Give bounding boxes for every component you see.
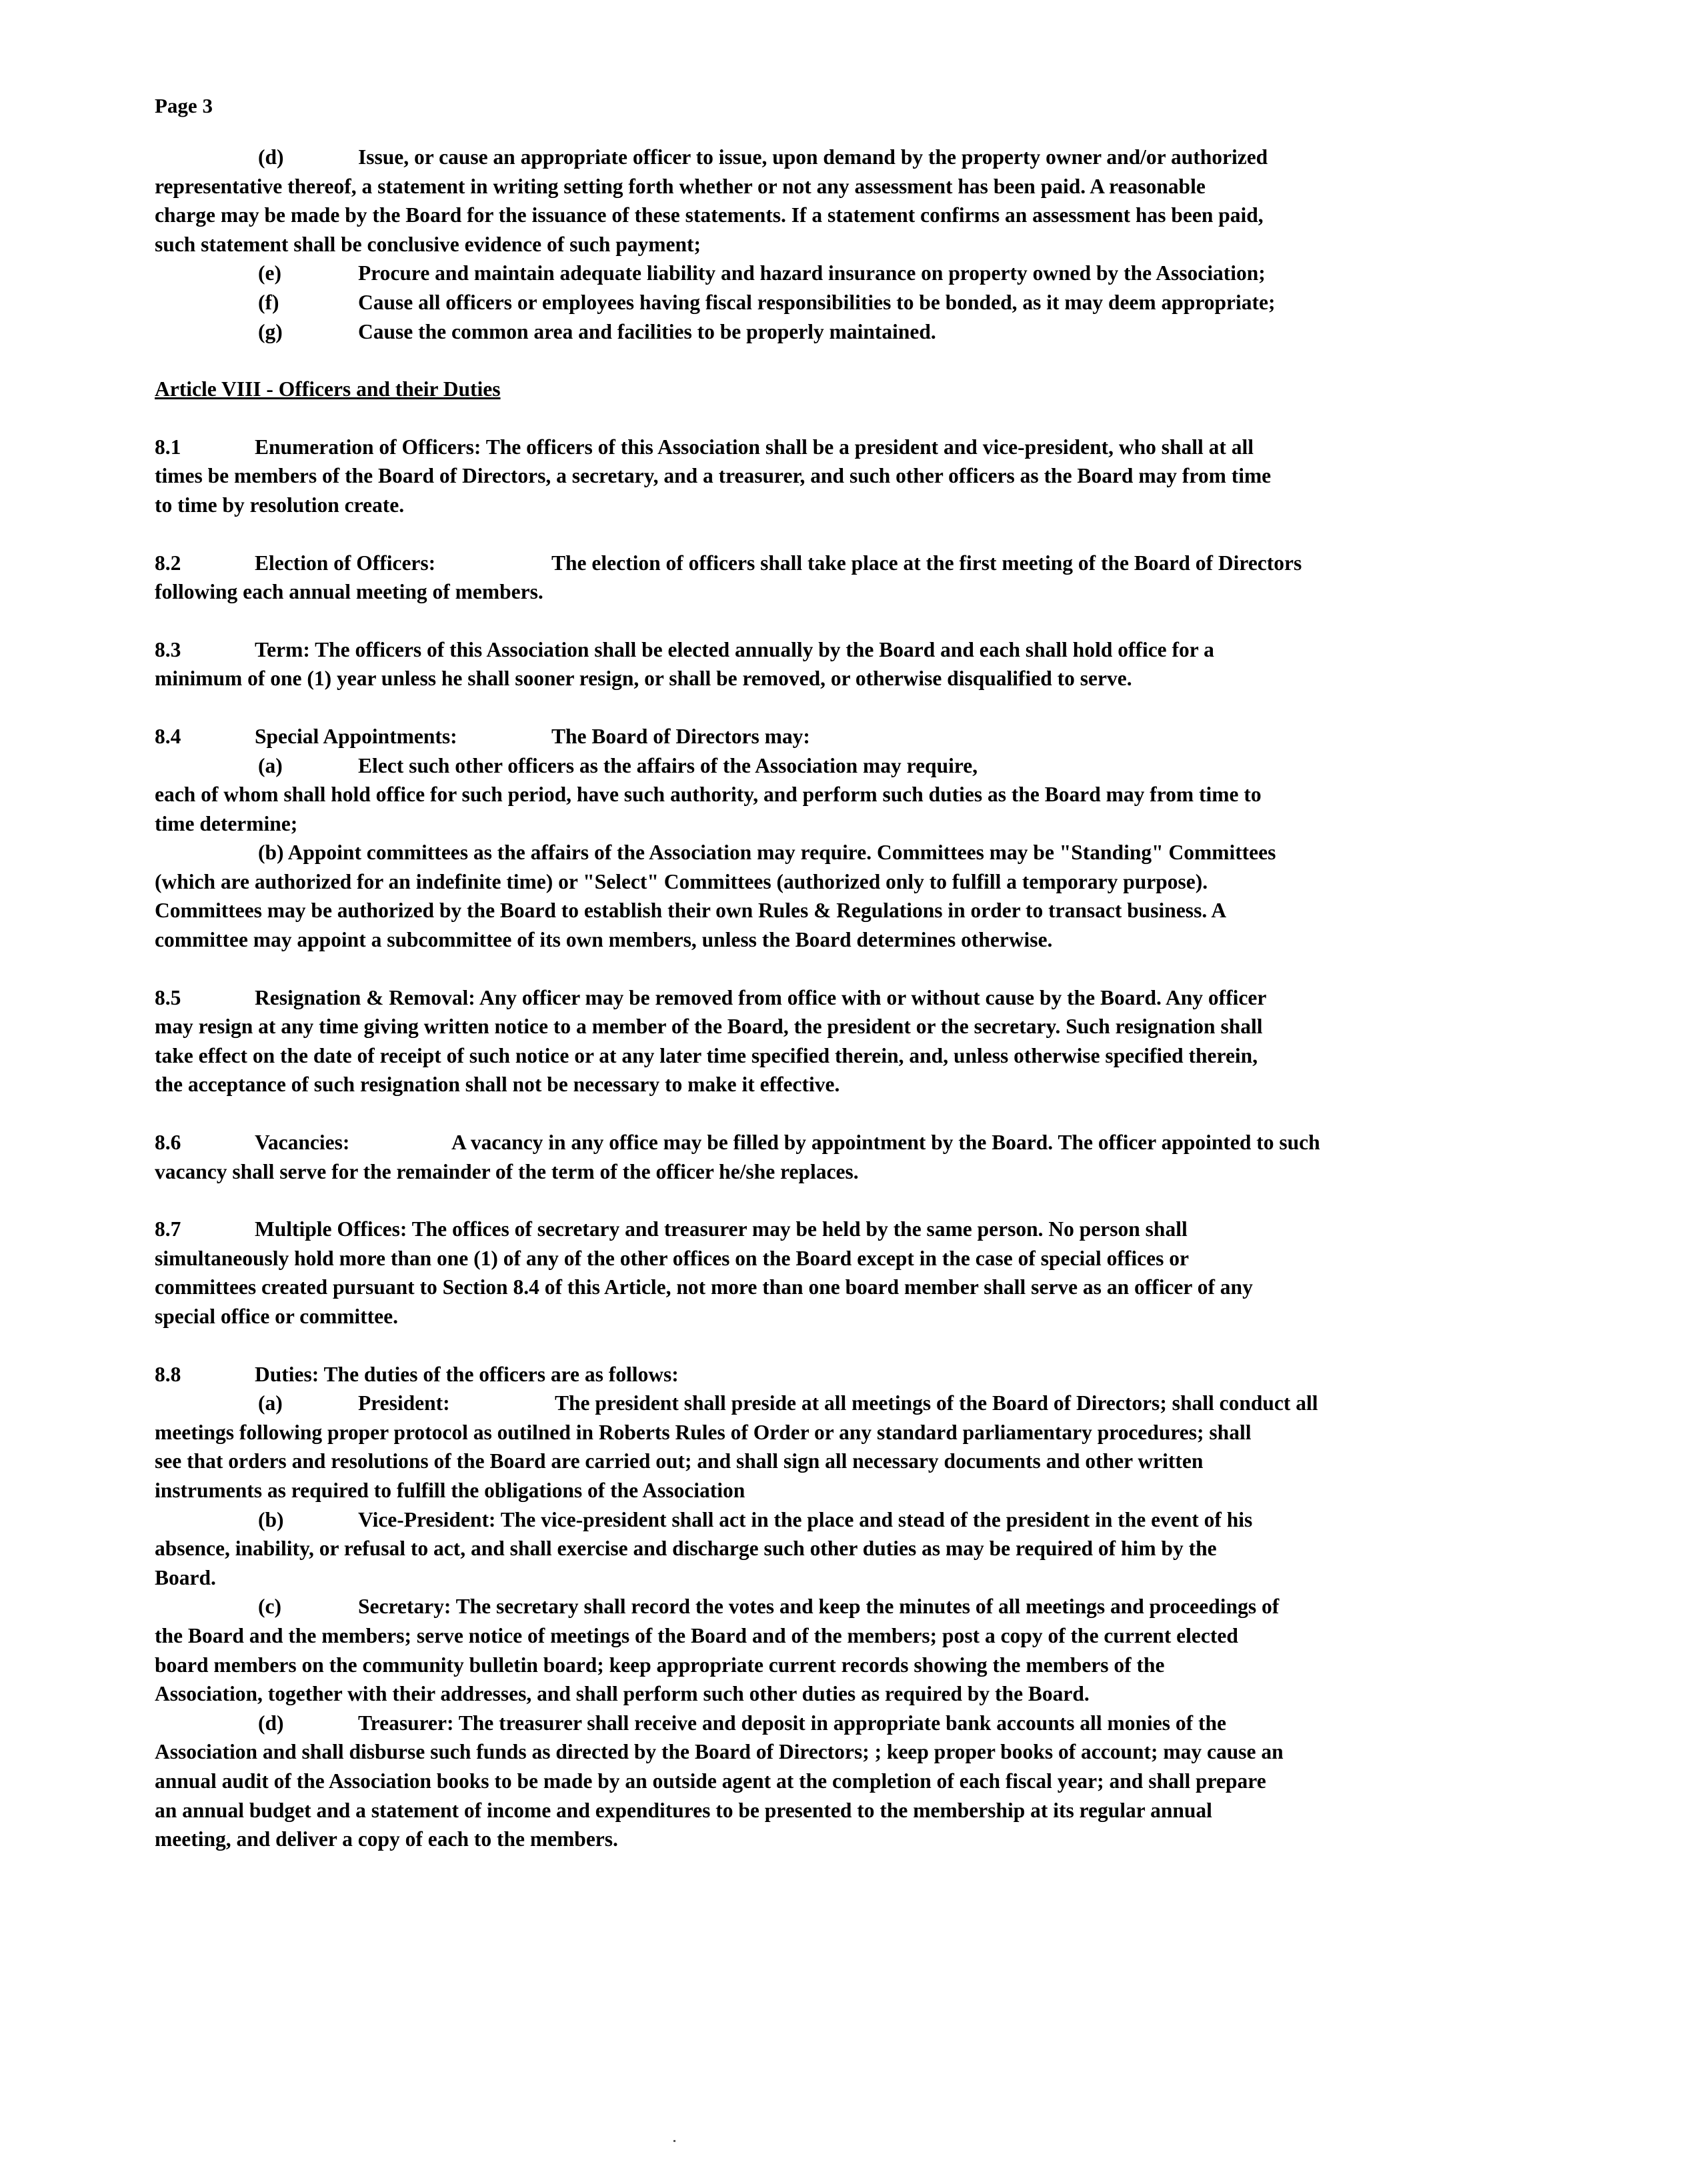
section-text: Enumeration of Officers: The officers of this Association shall be a president and vice-president, who shall at all — [255, 435, 1254, 459]
section-number: 8.6 — [155, 1131, 181, 1155]
section-text-cont: minimum of one (1) year unless he shall sooner resign, or shall be removed, or otherwise disqualified to serve. — [155, 667, 1132, 691]
section7-item-f — [155, 288, 1595, 317]
section-text-cont: times be members of the Board of Directors, a secretary, and a treasurer, and such other officers as the Board may from time — [155, 464, 1272, 488]
item-text-cont: each of whom shall hold office for such period, have such authority, and perform such duties as the Board may from time to — [155, 783, 1262, 807]
section-8-7 — [155, 1215, 1595, 1331]
item-text: The president shall preside at all meetings of the Board of Directors; shall conduct all — [555, 1391, 1318, 1415]
item-label: (g) — [258, 319, 283, 343]
item-label: (a) — [258, 753, 283, 777]
section-text: The election of officers shall take place at the first meeting of the Board of Directors — [551, 551, 1302, 575]
page-number: Page 3 — [155, 94, 213, 117]
article-heading: Article VIII - Officers and their Duties — [155, 377, 501, 401]
section-8-3 — [155, 635, 1595, 693]
section-number: 8.4 — [155, 724, 181, 748]
section-text-cont: the acceptance of such resignation shall not be necessary to make it effective. — [155, 1073, 840, 1097]
item-text-cont: committee may appoint a subcommittee of its own members, unless the Board determines otherwise. — [155, 928, 1053, 952]
section7-item-d — [155, 143, 1595, 259]
section-text-cont: vacancy shall serve for the remainder of the term of the officer he/she replaces. — [155, 1159, 859, 1183]
section-8-4 — [155, 722, 1595, 955]
section-number: 8.7 — [155, 1217, 181, 1241]
item-text-cont: an annual budget and a statement of income and expenditures to be presented to the membership at its regular annual — [155, 1798, 1212, 1822]
section-8-1 — [155, 433, 1595, 520]
item-label: (a) — [258, 1391, 283, 1415]
section-number: 8.1 — [155, 435, 181, 459]
item-text-cont: Association, together with their addresses, and shall perform such other duties as required by the Board. — [155, 1682, 1090, 1706]
section-title: Election of Officers: — [255, 551, 436, 575]
section-text: Term: The officers of this Association shall be elected annually by the Board and each shall hold office for a — [255, 637, 1214, 661]
item-text-cont: Committees may be authorized by the Board to establish their own Rules & Regulations in order to transact business. A — [155, 899, 1227, 923]
item-text-cont: such statement shall be conclusive evidence of such payment; — [155, 232, 701, 256]
section-text: Multiple Offices: The offices of secretary and treasurer may be held by the same person. No person shall — [255, 1217, 1188, 1241]
section-text: A vacancy in any office may be filled by appointment by the Board. The officer appointed to such — [451, 1131, 1320, 1155]
section-title: Vacancies: — [255, 1131, 350, 1155]
section-text-cont: may resign at any time giving written notice to a member of the Board, the president or the secretary. Such resignation shall — [155, 1015, 1263, 1039]
section7-item-g — [155, 317, 1595, 347]
item-text-cont: see that orders and resolutions of the Board are carried out; and shall sign all necessary documents and other written — [155, 1449, 1204, 1473]
item-text-cont: annual audit of the Association books to be made by an outside agent at the completion of each fiscal year; and shall prepare — [155, 1769, 1266, 1793]
section-number: 8.3 — [155, 637, 181, 661]
item-text-cont: (which are authorized for an indefinite time) or "Select" Committees (authorized only to fulfill a temporary purpose). — [155, 869, 1208, 893]
item-title: President: — [358, 1391, 450, 1415]
section-text: Resignation & Removal: Any officer may be removed from office with or without cause by the Board. Any officer — [255, 985, 1267, 1009]
item-label: (d) — [258, 145, 284, 169]
section-text-cont: committees created pursuant to Section 8.4 of this Article, not more than one board member shall serve as an officer of any — [155, 1275, 1253, 1299]
item-text-cont: the Board and the members; serve notice of meetings of the Board and of the members; post a copy of the current elected — [155, 1623, 1238, 1647]
item-label: (e) — [258, 261, 281, 285]
item-text: Elect such other officers as the affairs of the Association may require, — [358, 753, 978, 777]
item-text-cont: board members on the community bulletin board; keep appropriate current records showing the members of the — [155, 1653, 1165, 1677]
section-text: The Board of Directors may: — [551, 724, 810, 748]
item-text-cont: absence, inability, or refusal to act, and shall exercise and discharge such other duties as may be required of him by the — [155, 1537, 1217, 1561]
section-number: 8.5 — [155, 985, 181, 1009]
document-page — [155, 92, 1595, 1854]
section-8-6 — [155, 1128, 1595, 1186]
item-label: (f) — [258, 290, 279, 314]
section-text-cont: following each annual meeting of members. — [155, 580, 543, 604]
item-label: (b) — [258, 1507, 284, 1531]
item-text: Treasurer: The treasurer shall receive and deposit in appropriate bank accounts all monies of the — [358, 1711, 1227, 1735]
section-text-cont: special office or committee. — [155, 1305, 399, 1328]
section-text-cont: take effect on the date of receipt of such notice or at any later time specified therein, and, unless otherwise specified therein, — [155, 1043, 1258, 1067]
item-text-cont: meeting, and deliver a copy of each to the members. — [155, 1827, 618, 1851]
item-text-cont: time determine; — [155, 811, 298, 835]
item-text-cont: Association and shall disburse such funds as directed by the Board of Directors; ; keep proper books of account; may cause an — [155, 1740, 1284, 1764]
item-label: (d) — [258, 1711, 284, 1735]
item-text: Procure and maintain adequate liability and hazard insurance on property owned by the Association; — [358, 261, 1266, 285]
item-text-cont: representative thereof, a statement in writing setting forth whether or not any assessment has been paid. A reasonable — [155, 174, 1206, 198]
item-text-cont: meetings following proper protocol as outilned in Roberts Rules of Order or any standard parliamentary procedures; shall — [155, 1420, 1252, 1444]
section-title: Special Appointments: — [255, 724, 457, 748]
section-text-cont: to time by resolution create. — [155, 493, 405, 517]
section-text: Duties: The duties of the officers are as follows: — [255, 1362, 679, 1386]
scan-speck — [673, 2140, 675, 2142]
item-text: (b) Appoint committees as the affairs of the Association may require. Committees may be "Standing" Committees — [258, 841, 1276, 865]
item-text-cont: instruments as required to fulfill the obligations of the Association — [155, 1478, 745, 1502]
section-number: 8.8 — [155, 1362, 181, 1386]
section-text-cont: simultaneously hold more than one (1) of any of the other offices on the Board except in the case of special offices or — [155, 1246, 1189, 1270]
item-text-cont: Board. — [155, 1565, 216, 1589]
item-text: Issue, or cause an appropriate officer to issue, upon demand by the property owner and/or authorized — [358, 145, 1268, 169]
item-label: (c) — [258, 1595, 281, 1619]
item-text: Secretary: The secretary shall record the votes and keep the minutes of all meetings and proceedings of — [358, 1595, 1280, 1619]
section-8-2 — [155, 549, 1595, 607]
item-text-cont: charge may be made by the Board for the issuance of these statements. If a statement confirms an assessment has been paid, — [155, 203, 1264, 227]
section7-item-e — [155, 259, 1595, 288]
section-8-8 — [155, 1360, 1595, 1854]
section-8-5 — [155, 983, 1595, 1099]
item-text: Vice-President: The vice-president shall act in the place and stead of the president in the event of his — [358, 1507, 1253, 1531]
item-text: Cause all officers or employees having fiscal responsibilities to be bonded, as it may deem appropriate; — [358, 290, 1276, 314]
section-number: 8.2 — [155, 551, 181, 575]
item-text: Cause the common area and facilities to be properly maintained. — [358, 319, 936, 343]
